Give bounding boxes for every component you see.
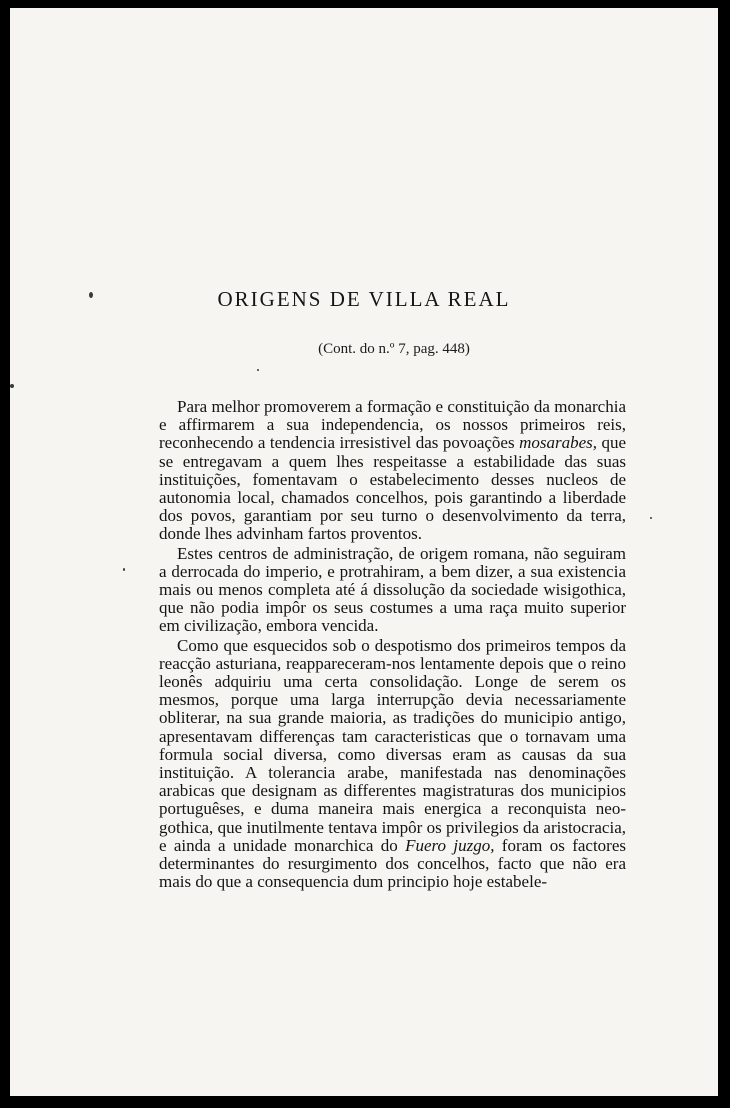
document-page — [10, 8, 718, 1096]
paragraph-3-italic: Fuero juzgo, — [405, 835, 495, 855]
scan-speck — [10, 384, 14, 388]
paragraph-2-text: Estes centros de administração, de origem romana, não seguiram a derrocada do imperio, e protrahiram, a bem dizer, a sua existencia mais ou menos completa até á dissolução da sociedade wisigothica, que não podia impôr os seus costumes a uma raça muito superior em civilização, embora vencida. — [159, 543, 626, 636]
scan-speck — [257, 369, 259, 371]
paragraph-3-text-a: Como que esquecidos sob o despotismo dos primeiros tempos da reacção asturiana, reappareceram-nos lentamente depois que o reino leonês adquiriu uma certa consolidação. Longe de serem os mesmos, porque uma larga interrupção devia necessariamente obliterar, na sua grande maioria, as tradições do municipio antigo, apresentavam differenças tam caracteristicas que o tornavam uma formula social diversa, como diversas eram as causas da sua instituição. A tolerancia arabe, manifestada nas denominações arabicas que designam as differentes magistraturas dos municipios portuguêses, e duma maneira mais energica a reconquista neo-gothica, que inutilmente tentava impôr os privilegios da aristocracia, e ainda a unidade monarchica do — [159, 635, 626, 855]
scan-speck — [89, 292, 93, 298]
paragraph-3 — [159, 637, 626, 892]
paragraph-1 — [159, 398, 626, 544]
paragraph-1-text-a: Para melhor promoverem a formação e constituição da monarchia e affirmarem a sua independencia, os nossos primeiros reis, reconhecendo a tendencia irresistivel das povoações — [159, 397, 626, 453]
paragraph-1-text-b: que se entregavam a quem lhes respeitasse a estabilidade das suas instituições, fomentavam o estabelecimento desses nucleos de autonomia local, chamados concelhos, pois garantindo a liberdade dos povos, garantiam por seu turno o desenvolvimento da terra, donde lhes advinham fartos proventos. — [159, 433, 626, 544]
document-subtitle: (Cont. do n.º 7, pag. 448) — [318, 341, 470, 357]
paragraph-3-text-b: foram os factores determinantes do resurgimento dos concelhos, facto que não era mais do que a consequencia dum principio hoje estabele- — [159, 835, 626, 892]
scan-speck — [650, 517, 652, 519]
document-title: ORIGENS DE VILLA REAL — [217, 287, 511, 311]
body-text — [159, 398, 626, 891]
scan-speck — [123, 568, 125, 571]
paragraph-1-italic: mosarabes, — [519, 433, 597, 453]
paragraph-2 — [159, 545, 626, 636]
